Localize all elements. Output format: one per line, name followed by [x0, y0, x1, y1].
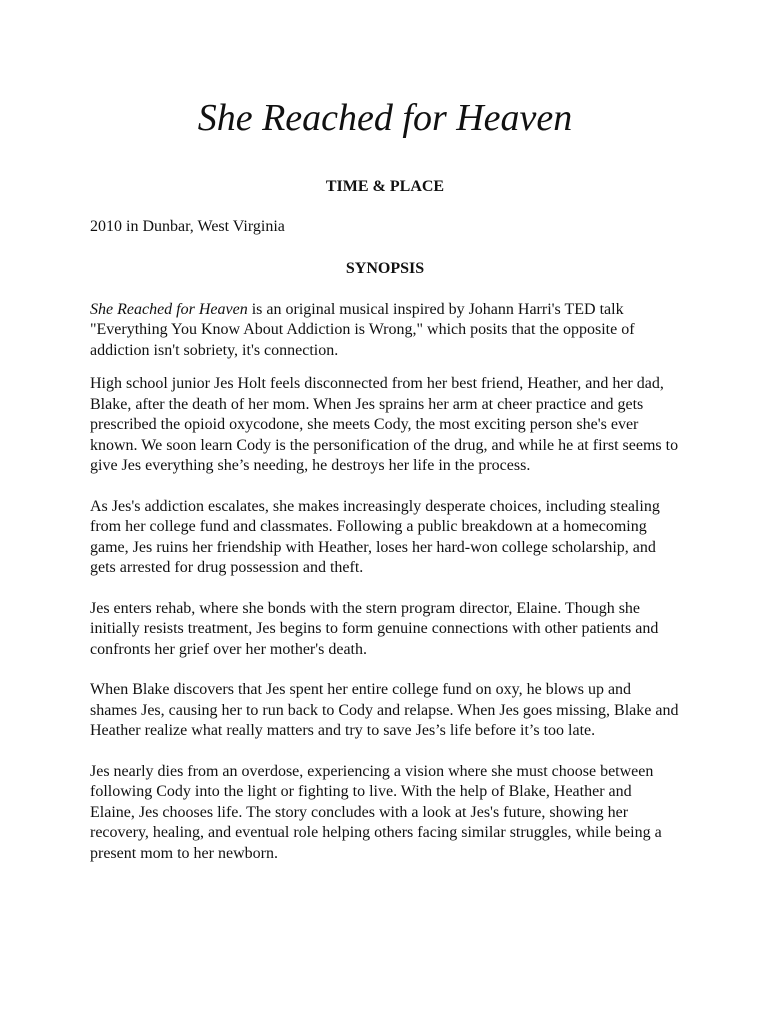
document-title: She Reached for Heaven: [197, 97, 573, 139]
synopsis-paragraph-5: Jes nearly dies from an overdose, experiencing a vision where she must choose between following Cody into the light or fighting to live. With the help of Blake, Heather and Elaine, Jes chooses life. The story concludes with a look at Jes's future, showing her recovery, healing, and eventual role helping others facing similar struggles, while being a present mom to her newborn.: [90, 762, 662, 862]
synopsis-intro-text: is an original musical inspired by Johann Harri's TED talk "Everything You Know About Addiction is Wrong," which posits that the opposite of addiction isn't sobriety, it's connection.: [90, 300, 635, 359]
synopsis-paragraph-2: As Jes's addiction escalates, she makes increasingly desperate choices, including stealing from her college fund and classmates. Following a public breakdown at a homecoming game, Jes ruins her friendship with Heather, loses her hard-won college scholarship, and gets arrested for drug possession and theft.: [90, 497, 660, 576]
synopsis-intro-paragraph: [90, 300, 680, 362]
synopsis-heading: SYNOPSIS: [345, 259, 425, 277]
time-place-text: 2010 in Dunbar, West Virginia: [90, 218, 285, 235]
synopsis-intro-title: She Reached for Heaven: [90, 300, 248, 318]
synopsis-paragraph-4: When Blake discovers that Jes spent her entire college fund on oxy, he blows up and shames Jes, causing her to run back to Cody and relapse. When Jes goes missing, Blake and Heather realize what really matters and try to save Jes’s life before it’s too late.: [90, 681, 679, 739]
time-place-heading: TIME & PLACE: [325, 178, 445, 195]
synopsis-paragraph-3: Jes enters rehab, where she bonds with the stern program director, Elaine. Though she initially resists treatment, Jes begins to form genuine connections with other patients and confronts her grief over her mother's death.: [90, 599, 659, 658]
synopsis-paragraph-1: High school junior Jes Holt feels disconnected from her best friend, Heather, and her dad, Blake, after the death of her mom. When Jes sprains her arm at cheer practice and gets prescribed the opioid oxycodone, she meets Cody, the most exciting person she's ever known. We soon learn Cody is the personification of the drug, and while he at first seems to give Jes everything she’s needing, he destroys her life in the process.: [90, 375, 679, 474]
